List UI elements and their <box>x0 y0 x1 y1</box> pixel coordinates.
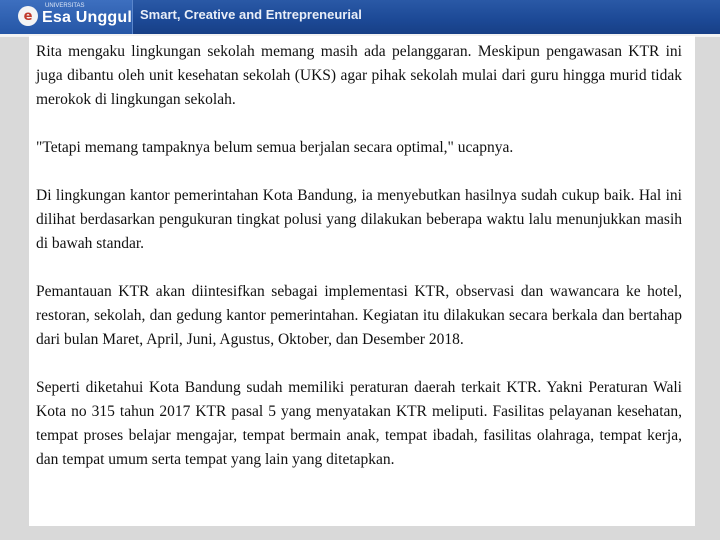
slide-content <box>29 36 695 526</box>
logo-name: Esa Unggul <box>42 9 133 26</box>
university-logo-icon: e <box>18 6 38 26</box>
paragraph-2: "Tetapi memang tampaknya belum semua berjalan secara optimal," ucapnya. <box>36 139 514 156</box>
paragraph-3: Di lingkungan kantor pemerintahan Kota Bandung, ia menyebutkan hasilnya sudah cukup baik. Hal ini dilihat berdasarkan pengukuran tingkat polusi yang dilakukan beberapa waktu lalu menunjukkan masih di bawah standar. <box>36 187 682 252</box>
slide-header <box>0 0 720 34</box>
header-tagline: Smart, Creative and Entrepreneurial <box>140 7 362 22</box>
paragraph-5: Seperti diketahui Kota Bandung sudah memiliki peraturan daerah terkait KTR. Yakni Peraturan Wali Kota no 315 tahun 2017 KTR pasal 5 yang menyatakan KTR meliputi. Fasilitas pelayanan kesehatan, tempat proses belajar mengajar, tempat bermain anak, tempat ibadah, fasilitas olahraga, tempat kerja, dan tempat umum serta tempat yang lain yang ditetapkan. <box>36 379 682 468</box>
logo-small-text: UNIVERSITAS <box>45 3 85 9</box>
paragraph-1: Rita mengaku lingkungan sekolah memang masih ada pelanggaran. Meskipun pengawasan KTR ini juga dibantu oleh unit kesehatan sekolah (UKS) agar pihak sekolah mulai dari guru hingga murid tidak merokok di lingkungan sekolah. <box>36 43 682 108</box>
university-logo <box>0 0 133 34</box>
paragraph-4: Pemantauan KTR akan diintesifkan sebagai implementasi KTR, observasi dan wawancara ke hotel, restoran, sekolah, dan gedung kantor pemerintahan. Kegiatan itu dilakukan secara berkala dan bertahap dari bulan Maret, April, Juni, Agustus, Oktober, dan Desember 2018. <box>36 283 682 348</box>
body-text <box>36 40 682 472</box>
